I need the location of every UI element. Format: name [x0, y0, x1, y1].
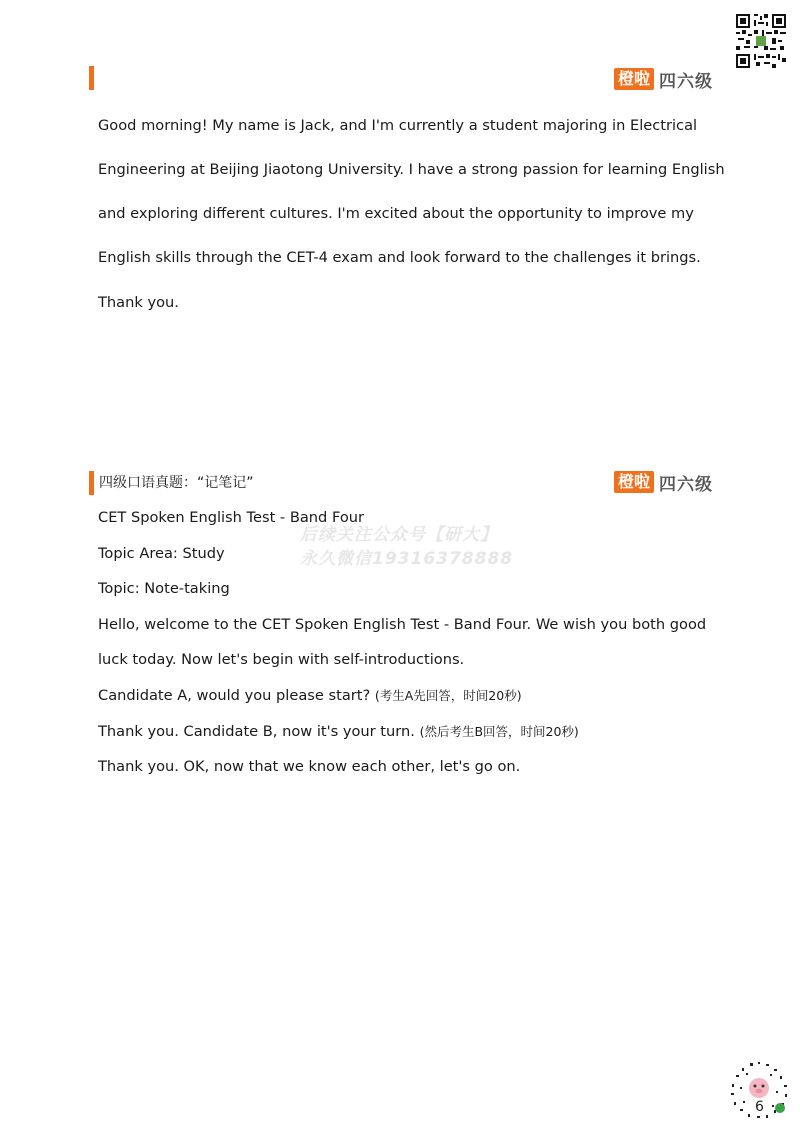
qr-code-icon — [736, 14, 786, 68]
candidate-a-prompt: Candidate A, would you please start? — [98, 687, 371, 704]
brand-name: 四六级 — [659, 474, 714, 495]
topic: Topic: Note-taking — [98, 580, 230, 597]
candidate-b-note: (然后考生B回答，时间20秒) — [419, 724, 579, 739]
candidate-a-note: (考生A先回答，时间20秒) — [374, 688, 522, 703]
intro-line: and exploring different cultures. I'm excited about the opportunity to improve my — [98, 205, 694, 222]
intro-line: Good morning! My name is Jack, and I'm currently a student majoring in Electrical — [98, 117, 698, 134]
brand-logo — [614, 471, 713, 493]
candidate-b-prompt: Thank you. Candidate B, now it's your turn. — [98, 723, 415, 740]
topic-area: Topic Area: Study — [98, 545, 225, 562]
brand-tag: 橙啦 — [614, 68, 654, 90]
closing-line: Thank you. OK, now that we know each other, let's go on. — [98, 758, 521, 775]
section-title: 四级口语真题：“记笔记” — [99, 475, 254, 491]
candidate-a-line — [98, 686, 522, 704]
watermark-line: 后续关注公众号【研大】 — [300, 525, 498, 545]
accent-bar — [89, 66, 94, 90]
brand-name: 四六级 — [659, 71, 714, 92]
intro-line: Engineering at Beijing Jiaotong University. I have a strong passion for learning English — [98, 161, 725, 178]
candidate-b-line — [98, 722, 579, 740]
intro-line: Thank you. — [98, 294, 179, 311]
accent-bar — [89, 471, 94, 495]
brand-logo — [614, 68, 713, 90]
intro-line: English skills through the CET-4 exam and look forward to the challenges it brings. — [98, 249, 701, 266]
watermark — [300, 523, 513, 571]
welcome-line: Hello, welcome to the CET Spoken English Test - Band Four. We wish you both good — [98, 616, 707, 633]
welcome-line: luck today. Now let's begin with self-introductions. — [98, 651, 465, 668]
test-name: CET Spoken English Test - Band Four — [98, 509, 364, 526]
brand-tag: 橙啦 — [614, 471, 654, 493]
page-number: 6 — [755, 1099, 764, 1115]
watermark-line: 永久微信19316378888 — [300, 549, 514, 569]
page-stamp-icon — [728, 1061, 790, 1121]
